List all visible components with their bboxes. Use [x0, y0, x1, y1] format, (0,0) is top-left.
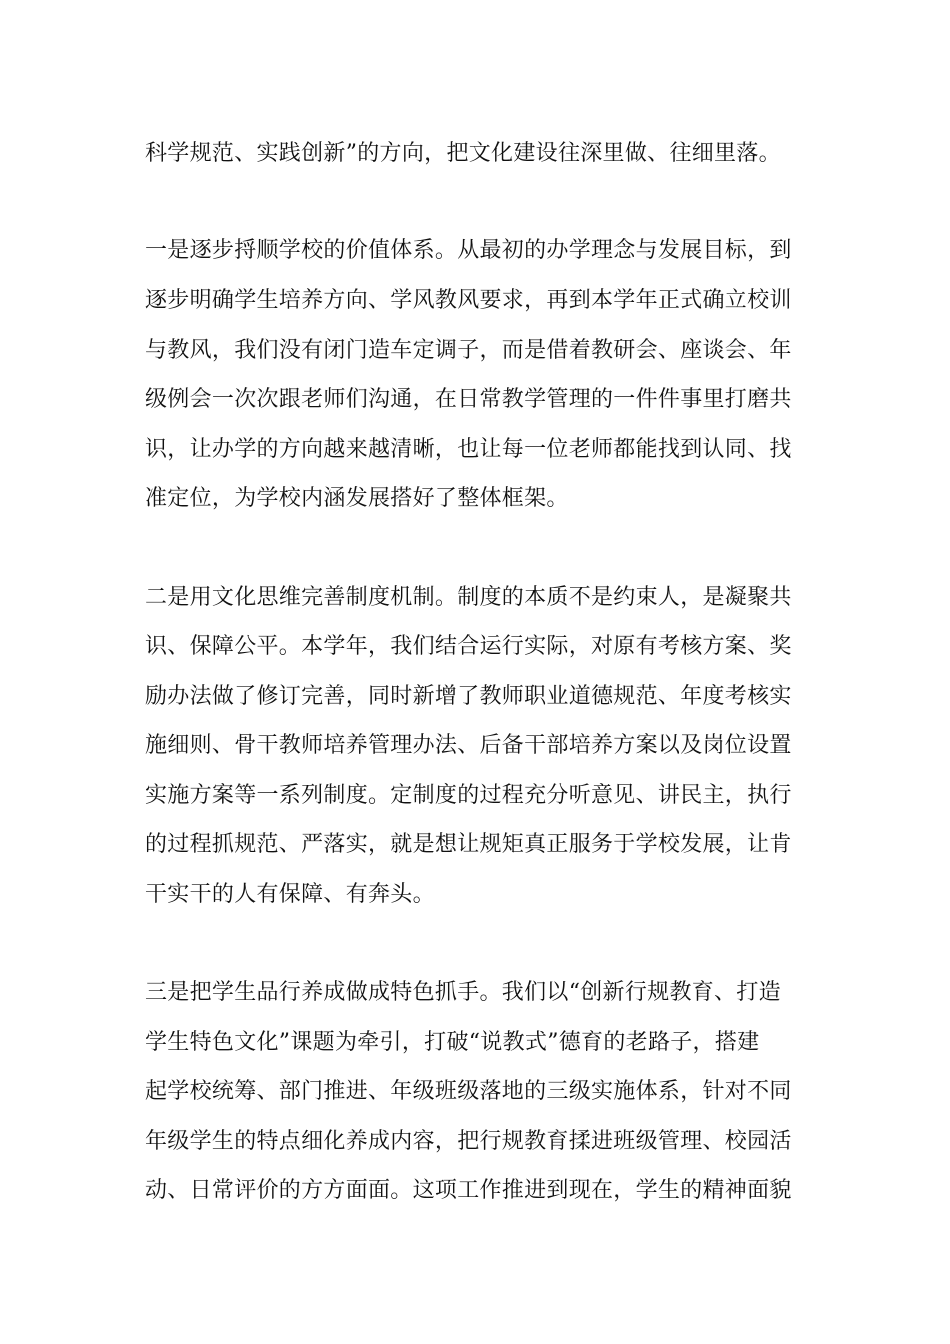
- paragraph-3-line-1: 二是用文化思维完善制度机制。制度的本质不是约束人，是凝聚共: [145, 585, 792, 610]
- paragraph-4-line-5: 动、日常评价的方方面面。这项工作推进到现在，学生的精神面貌: [145, 1178, 792, 1203]
- paragraph-4-line-3: 起学校统筹、部门推进、年级班级落地的三级实施体系，针对不同: [145, 1079, 792, 1104]
- paragraph-2-line-2: 逐步明确学生培养方向、学风教风要求，再到本学年正式确立校训: [145, 288, 792, 313]
- paragraph-2-line-5: 识，让办学的方向越来越清晰，也让每一位老师都能找到认同、找: [145, 437, 792, 462]
- paragraph-3-line-6: 的过程抓规范、严落实，就是想让规矩真正服务于学校发展，让肯: [145, 832, 792, 857]
- paragraph-3-line-4: 施细则、骨干教师培养管理办法、后备干部培养方案以及岗位设置: [145, 733, 792, 758]
- paragraph-2-line-3: 与教风，我们没有闭门造车定调子，而是借着教研会、座谈会、年: [145, 338, 792, 363]
- paragraph-4-line-2: 学生特色文化”课题为牵引，打破“说教式”德育的老路子，搭建: [145, 1030, 760, 1055]
- paragraph-3-line-5: 实施方案等一系列制度。定制度的过程充分听意见、讲民主，执行: [145, 783, 792, 808]
- paragraph-3-line-2: 识、保障公平。本学年，我们结合运行实际，对原有考核方案、奖: [145, 634, 792, 659]
- paragraph-4-line-1: 三是把学生品行养成做成特色抓手。我们以“创新行规教育、打造: [145, 980, 781, 1005]
- paragraph-1-line-1: 科学规范、实践创新”的方向，把文化建设往深里做、往细里落。: [145, 141, 781, 166]
- paragraph-3-line-7: 干实干的人有保障、有奔头。: [145, 882, 435, 907]
- paragraph-3-line-3: 励办法做了修订完善，同时新增了教师职业道德规范、年度考核实: [145, 684, 792, 709]
- paragraph-2-line-1: 一是逐步捋顺学校的价值体系。从最初的办学理念与发展目标，到: [145, 238, 792, 263]
- paragraph-2-line-6: 准定位，为学校内涵发展搭好了整体框架。: [145, 486, 569, 511]
- paragraph-2-line-4: 级例会一次次跟老师们沟通，在日常教学管理的一件件事里打磨共: [145, 387, 792, 412]
- paragraph-4-line-4: 年级学生的特点细化养成内容，把行规教育揉进班级管理、校园活: [145, 1129, 792, 1154]
